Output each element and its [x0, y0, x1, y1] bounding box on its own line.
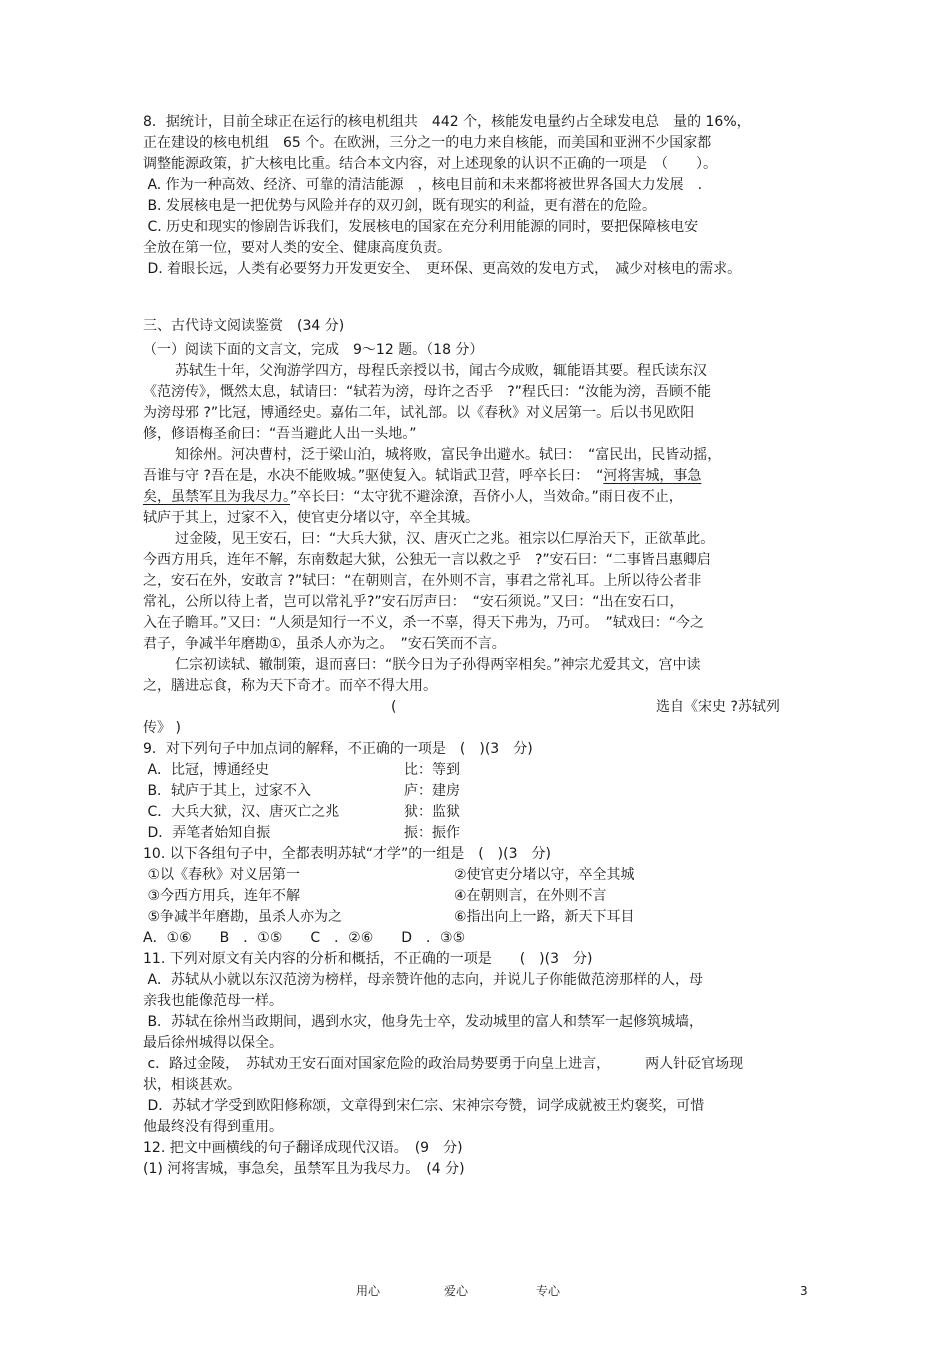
passage-p1-line4: 修，修语梅圣俞曰：“吾当避此人出一头地。” — [143, 426, 417, 442]
passage-p1-line2: 《范滂传》，慨然太息，轼请曰：“轼若为滂，母许之否乎 ?”程氏曰：“汝能为滂，吾顾不能 — [143, 384, 712, 400]
q8-option-c-line2: 全放在第一位，要对人类的安全、健康高度负责。 — [143, 240, 451, 256]
q9-option-b-gloss: 庐：建房 — [404, 783, 460, 799]
source-citation: 选自《宋史 ?苏轼列 — [656, 699, 780, 715]
passage-p2-line1: 知徐州。河决曹村，泛于梁山泊，城将败，富民争出避水。轼曰： “富民出，民皆动摇， — [175, 447, 722, 463]
passage-p2-line3-text: ”卒长曰：“太守犹不避涂潦，吾侪小人，当效命。”雨日夜不止， — [290, 489, 683, 505]
passage-p2-line2 — [143, 466, 701, 486]
passage-p4-line2: 之，膳进忘食，称为天下奇才。而卒不得大用。 — [143, 678, 437, 694]
q10-item-1: ①以《春秋》对义居第一 — [143, 867, 301, 883]
q10-options: A．①⑥ B ．①⑤ C ．②⑥ D ．③⑤ — [143, 930, 466, 946]
footer-word-3: 专心 — [536, 1284, 561, 1298]
q9-option-c: C．大兵大狱，汉、唐灭亡之兆 — [143, 804, 340, 820]
footer-word-2: 爱心 — [444, 1284, 469, 1298]
source-paren: ( — [391, 699, 397, 715]
q10-item-6: ⑥指出向上一路，新天下耳目 — [454, 909, 635, 925]
q10-item-3: ③今西方用兵，连年不解 — [143, 888, 301, 904]
q9-option-c-gloss: 狱：监狱 — [404, 804, 460, 820]
q11-option-a-line2: 亲我也能像范母一样。 — [143, 993, 283, 1009]
q8-line1: 8．据统计，目前全球正在运行的核电机组共 442 个，核能发电量约占全球发电总 量的 16%， — [143, 114, 751, 130]
underlined-sentence-part2: 矣，虽禁军且为我尽力。 — [143, 489, 290, 505]
q11-option-d-line2: 他最终没有得到重用。 — [143, 1119, 283, 1135]
q10-item-5: ⑤争减半年磨勘，虽杀人亦为之 — [143, 909, 343, 925]
section-title: 三、古代诗文阅读鉴赏 (34 分) — [143, 318, 345, 334]
q8-line2: 正在建设的核电机组 65 个。在欧洲，三分之一的电力来自核能，而美国和亚洲不少国家都 — [143, 135, 712, 151]
q8-option-b: B. 发展核电是一把优势与风险并存的双刃剑，既有现实的利益，更有潜在的危险。 — [143, 198, 656, 214]
q11-option-c-line2: 状，相谈甚欢。 — [143, 1077, 241, 1093]
q8-option-d: D. 着眼长远，人类有必要努力开发更安全、 更环保、更高效的发电方式， 减少对核电的需求。 — [143, 261, 742, 277]
q8-line3: 调整能源政策，扩大核电比重。结合本文内容，对上述现象的认识不正确的一项是 （ ）。 — [143, 156, 717, 172]
passage-p2-line3 — [143, 487, 683, 507]
q10-item-2: ②使官吏分堵以守，卒全其城 — [454, 867, 635, 883]
passage-p2-line4: 轼庐于其上，过家不入，使官吏分堵以守，卒全其城。 — [143, 510, 479, 526]
q9-option-d: D．弄笔者始知自振 — [143, 825, 271, 841]
q9-option-a: A．比冠，博通经史 — [143, 762, 270, 778]
q11-option-a-line1: A．苏轼从小就以东汉范滂为榜样，母亲赞许他的志向，并说儿子你能做范滂那样的人，母 — [143, 972, 704, 988]
underlined-sentence-part1: 河将害城，事急 — [603, 468, 702, 484]
passage-p3-line6: 君子，争减半年磨勘①，虽杀人亦为之。 ”安石笑而不言。 — [143, 636, 506, 652]
q11-option-d-line1: D．苏轼才学受到欧阳修称颂，文章得到宋仁宗、宋神宗夸赞，词学成就被王灼褒奖，可惜 — [143, 1098, 705, 1114]
passage-p2-line2-text: 吾谁与守 ?吾在是，水决不能败城。”驱使复入。轼诣武卫营，呼卒长曰： “ — [143, 468, 604, 484]
q9-option-b: B．轼庐于其上，过家不入 — [143, 783, 312, 799]
passage-p4-line1: 仁宗初读轼、辙制策，退而喜曰：“朕今日为子孙得两宰相矣。”神宗尤爱其文，宫中读 — [175, 657, 701, 673]
q11-option-b-line1: B．苏轼在徐州当政期间，遇到水灾，他身先士卒，发动城里的富人和禁军一起修筑城墙， — [143, 1014, 704, 1030]
passage-p3-line1: 过金陵，见王安石，曰：“大兵大狱，汉、唐灭亡之兆。祖宗以仁厚治天下，正欲革此。 — [175, 531, 715, 547]
q10-stem: 10. 以下各组句子中，全都表明苏轼“才学”的一组是 ( )(3 分) — [143, 846, 551, 862]
q10-item-4: ④在朝则言，在外则不言 — [454, 888, 607, 904]
part-heading: （一）阅读下面的文言文，完成 9～12 题。（18 分） — [143, 342, 484, 358]
footer-word-1: 用心 — [356, 1284, 381, 1298]
q11-option-b-line2: 最后徐州城得以保全。 — [143, 1035, 283, 1051]
q12-stem: 12. 把文中画横线的句子翻译成现代汉语。 (9 分) — [143, 1140, 463, 1156]
passage-p3-line3: 之，安石在外，安敢言 ?”轼曰：“在朝则言，在外则不言，事君之常礼耳。上所以待公者非 — [143, 573, 702, 589]
passage-p3-line4: 常礼，公所以待上者，岂可以常礼乎?”安石厉声曰： “安石须说。”又曰：“出在安石口， — [143, 594, 684, 610]
q11-stem: 11. 下列对原文有关内容的分析和概括，不正确的一项是 ( )(3 分) — [143, 951, 593, 967]
page-number: 3 — [800, 1284, 808, 1298]
q9-option-a-gloss: 比：等到 — [404, 762, 460, 778]
passage-p3-line2: 今西方用兵，连年不解，东南数起大狱，公独无一言以救之乎 ?”安石曰：“二事皆吕惠卿启 — [143, 552, 711, 568]
passage-p1-line3: 为滂母邪 ?”比冠，博通经史。嘉佑二年，试礼部。以《春秋》对义居第一。后以书见欧阳 — [143, 405, 695, 421]
q8-option-c-line1: C. 历史和现实的惨剧告诉我们，发展核电的国家在充分利用能源的同时，要把保障核电安 — [143, 219, 699, 235]
passage-p1-line1: 苏轼生十年，父洵游学四方，母程氏亲授以书，闻古今成败，辄能语其要。程氏读东汉 — [175, 363, 707, 379]
q8-option-a: A. 作为一种高效、经济、可靠的清洁能源 ，核电目前和未来都将被世界各国大力发展 . — [143, 177, 703, 193]
q12-sentence-1: (1) 河将害城，事急矣，虽禁军且为我尽力。 (4 分) — [143, 1161, 465, 1177]
q11-option-c-line1: c．路过金陵， 苏轼劝王安石面对国家危险的政治局势要勇于向皇上进言， 两人针砭官场现 — [143, 1056, 744, 1072]
source-citation-end: 传》 ) — [143, 720, 181, 736]
q9-option-d-gloss: 振：振作 — [404, 825, 460, 841]
q9-stem: 9．对下列句子中加点词的解释，不正确的一项是 ( )(3 分) — [143, 741, 533, 757]
passage-p3-line5: 入在子瞻耳。”又曰：“人须是知行一不义，杀一不辜，得天下弗为，乃可。 ”轼戏曰：“今之 — [143, 615, 705, 631]
